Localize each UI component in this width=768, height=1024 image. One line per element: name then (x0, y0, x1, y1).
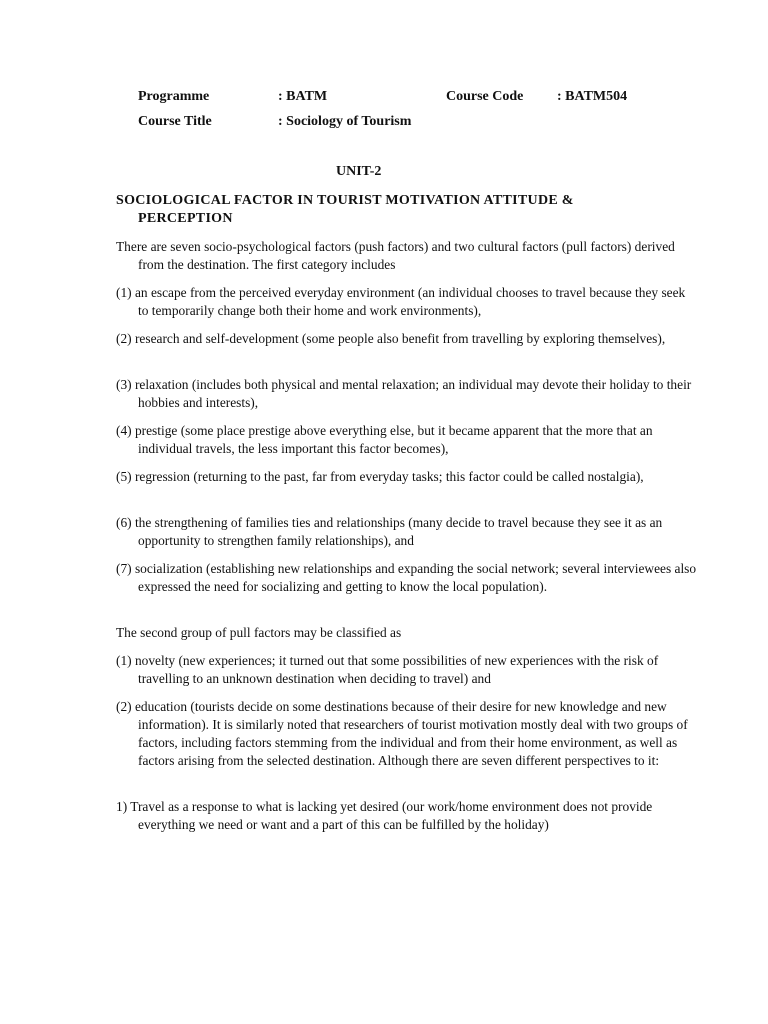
pull-factors-intro: The second group of pull factors may be classified as (116, 625, 402, 640)
unit-title: UNIT-2 (336, 164, 382, 179)
pull-factor-novelty: (1) novelty (new experiences; it turned out that some possibilities of new experiences with the risk of travelling to an unknown destination when deciding to travel) and (116, 653, 659, 686)
course-code-value: : BATM504 (557, 89, 628, 104)
push-factor-prestige: (4) prestige (some place prestige above everything else, but it became apparent that the more that an individual travels, the less important this factor becomes), (116, 423, 653, 456)
push-factor-family: (6) the strengthening of families ties and relationships (many decide to travel because they see it as an opportunity to strengthen family relationships), and (116, 515, 663, 548)
intro-paragraph: There are seven socio-psychological factors (push factors) and two cultural factors (pull factors) derived from the destination. The first category includes (116, 239, 675, 272)
push-factor-escape: (1) an escape from the perceived everyday environment (an individual chooses to travel because they seek to temporarily change both their home and work environments), (116, 285, 686, 318)
programme-value: : BATM (278, 89, 328, 104)
push-factor-research: (2) research and self-development (some people also benefit from travelling by exploring themselves), (116, 331, 666, 346)
pull-factor-education: (2) education (tourists decide on some destinations because of their desire for new knowledge and new information). It is similarly noted that researchers of tourist motivation mostly deal with two groups of factors, including factors stemming from the individual and from their home environment, as well as factors arising from the selected destination. Although there are seven different perspectives to it: (116, 699, 688, 768)
push-factor-regression: (5) regression (returning to the past, far from everyday tasks; this factor could be called nostalgia), (116, 469, 644, 484)
programme-label: Programme (138, 89, 210, 104)
course-title-label: Course Title (138, 114, 212, 129)
push-factor-relaxation: (3) relaxation (includes both physical and mental relaxation; an individual may devote their holiday to their hobbies and interests), (116, 377, 692, 410)
push-factor-socialization: (7) socialization (establishing new relationships and expanding the social network; several interviewees also expressed the need for socializing and getting to know the local population). (116, 561, 697, 594)
course-code-label: Course Code (446, 89, 524, 104)
perspective-1: 1) Travel as a response to what is lacking yet desired (our work/home environment does not provide everything we need or want and a part of this can be fulfilled by the holiday) (116, 799, 653, 832)
section-heading: SOCIOLOGICAL FACTOR IN TOURIST MOTIVATION ATTITUDE & PERCEPTION (116, 193, 574, 226)
course-title-value: : Sociology of Tourism (278, 114, 412, 129)
